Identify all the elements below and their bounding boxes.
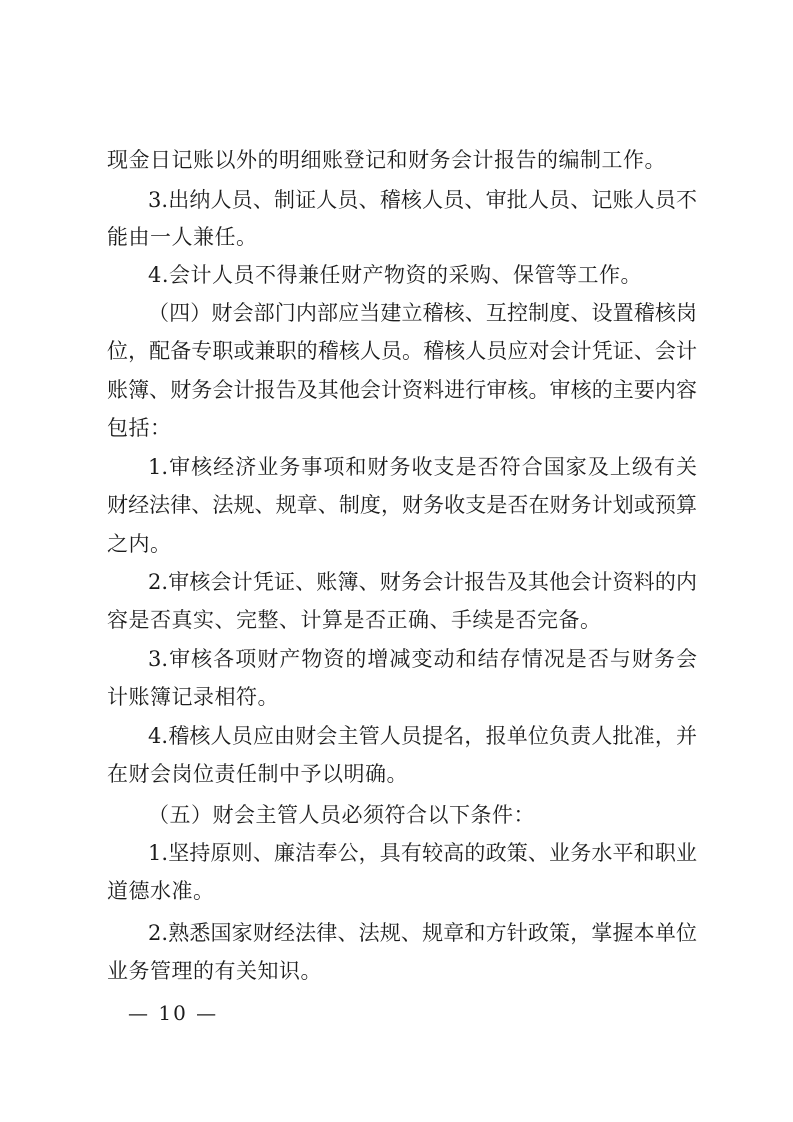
text-line: 容是否真实、完整、计算是否正确、手续是否完备。 (107, 608, 602, 632)
text-line: 3.审核各项财产物资的增减变动和结存情况是否与财务会 (148, 647, 697, 671)
text-line: 4.会计人员不得兼任财产物资的采购、保管等工作。 (148, 263, 643, 287)
text-line: 包括： (107, 416, 172, 440)
text-line: 账簿、财务会计报告及其他会计资料进行审核。审核的主要内容 (107, 378, 697, 402)
text-line: 4.稽核人员应由财会主管人员提名，报单位负责人批准，并 (148, 724, 697, 748)
page-number: — 10 — (128, 1001, 219, 1025)
text-line: （五）财会主管人员必须符合以下条件： (148, 803, 535, 827)
text-line: 1.坚持原则、廉洁奉公，具有较高的政策、业务水平和职业 (148, 841, 697, 865)
text-line: 之内。 (107, 532, 172, 556)
text-line: 3.出纳人员、制证人员、稽核人员、审批人员、记账人员不 (148, 188, 697, 212)
text-line: 2.熟悉国家财经法律、法规、规章和方针政策，掌握本单位 (148, 921, 697, 945)
text-line: 1.审核经济业务事项和财务收支是否符合国家及上级有关 (148, 455, 697, 479)
text-line: 计账簿记录相符。 (107, 685, 279, 709)
text-line: 2.审核会计凭证、账簿、财务会计报告及其他会计资料的内 (148, 570, 697, 594)
text-line: 在财会岗位责任制中予以明确。 (107, 762, 408, 786)
text-line: 业务管理的有关知识。 (107, 959, 322, 983)
text-line: 现金日记账以外的明细账登记和财务会计报告的编制工作。 (107, 148, 666, 172)
text-line: 能由一人兼任。 (107, 225, 258, 249)
text-line: 位，配备专职或兼职的稽核人员。稽核人员应对会计凭证、会计 (107, 339, 697, 363)
text-line: 财经法律、法规、规章、制度，财务收支是否在财务计划或预算 (107, 493, 697, 517)
text-line: （四）财会部门内部应当建立稽核、互控制度、设置稽核岗 (148, 301, 697, 325)
text-line: 道德水准。 (107, 879, 215, 903)
